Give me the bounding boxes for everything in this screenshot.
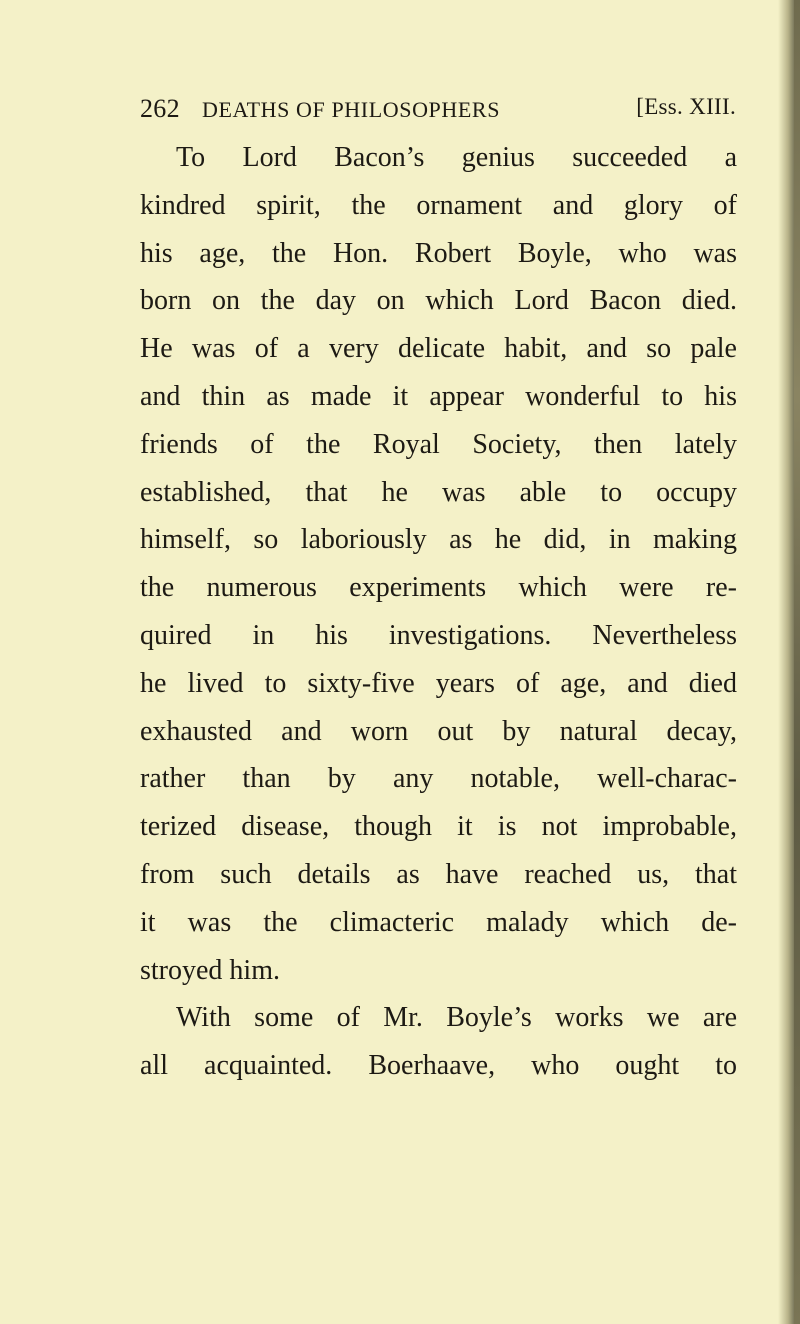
text-line: himself, so laboriously as he did, in making [140, 524, 737, 556]
text-line: it was the climacteric malady which de- [140, 906, 737, 938]
text-line: terized disease, though it is not improbable, [140, 811, 737, 843]
text-line: rather than by any notable, well-charac- [140, 763, 737, 795]
text-line: all acquainted. Boerhaave, who ought to [140, 1050, 737, 1082]
body-text [140, 134, 737, 1090]
text-line: established, that he was able to occupy [140, 476, 737, 508]
page-edge [794, 0, 800, 1324]
text-line: He was of a very delicate habit, and so pale [140, 333, 737, 365]
text-line: and thin as made it appear wonderful to his [140, 380, 737, 412]
running-title: DEATHS OF PHILOSOPHERS [202, 97, 501, 122]
text-line: born on the day on which Lord Bacon died. [140, 285, 737, 317]
text-line: To Lord Bacon’s genius succeeded a [176, 142, 737, 173]
text-line: stroyed him. [140, 954, 280, 986]
text-line: from such details as have reached us, that [140, 858, 737, 890]
text-line: friends of the Royal Society, then lately [140, 428, 737, 460]
text-line: kindred spirit, the ornament and glory of [140, 189, 737, 221]
text-line: With some of Mr. Boyle’s works we are [176, 1002, 737, 1034]
text-line: quired in his investigations. Nevertheless [140, 619, 737, 651]
text-line: the numerous experiments which were re- [140, 572, 737, 604]
section-reference: [Ess. XIII. [636, 94, 736, 119]
page-number: 262 [140, 94, 180, 123]
running-header [140, 94, 736, 134]
text-line: his age, the Hon. Robert Boyle, who was [140, 237, 737, 269]
text-line: he lived to sixty-five years of age, and died [140, 667, 737, 699]
text-line: exhausted and worn out by natural decay, [140, 715, 737, 747]
